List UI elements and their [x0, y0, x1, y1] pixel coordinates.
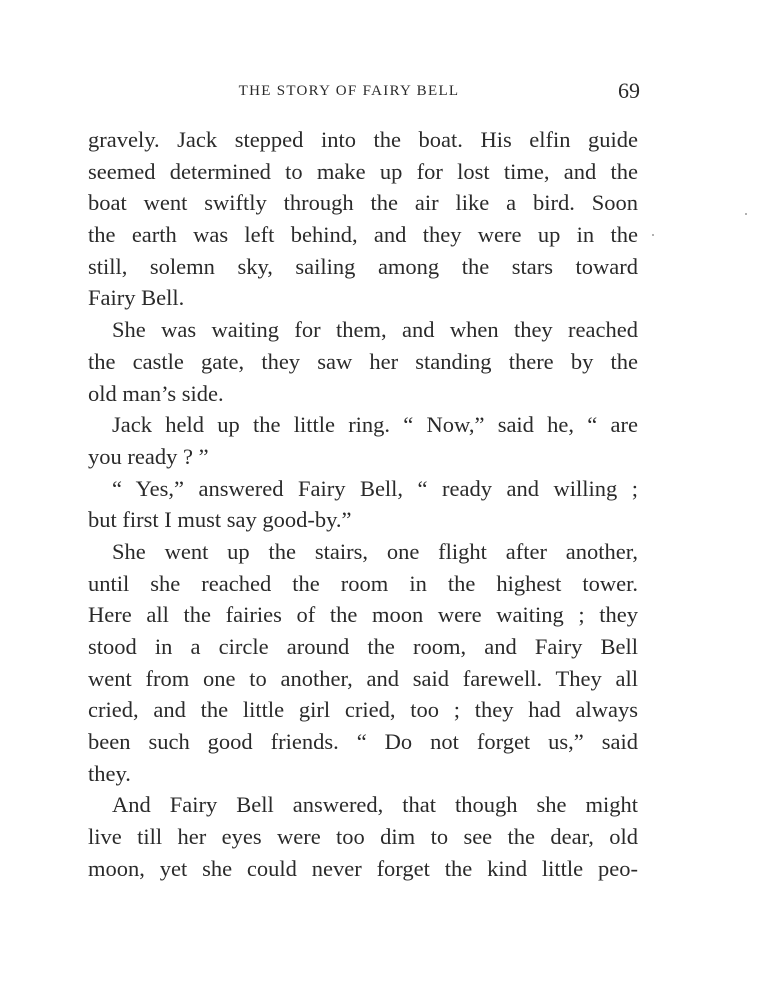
- text-line: they.: [88, 760, 131, 786]
- text-line: boat went swiftly through the air like a bird. Soon: [88, 190, 638, 216]
- scan-speck: [652, 234, 654, 236]
- text-line: She was waiting for them, and when they reached: [112, 317, 638, 343]
- text-line: “ Yes,” answered Fairy Bell, “ ready and willing ;: [112, 475, 638, 501]
- text-line: cried, and the little girl cried, too ; they had always: [88, 697, 638, 723]
- text-line: the earth was left behind, and they were up in the: [88, 222, 638, 248]
- text-line: And Fairy Bell answered, that though she might: [112, 792, 638, 818]
- text-line: live till her eyes were too dim to see the dear, old: [88, 824, 638, 850]
- text-line: gravely. Jack stepped into the boat. His elfin guide: [88, 127, 638, 152]
- text-line: you ready ? ”: [88, 443, 209, 469]
- text-line: went from one to another, and said farewell. They all: [88, 665, 638, 691]
- text-line: the castle gate, they saw her standing there by the: [88, 348, 638, 374]
- text-line: Fairy Bell.: [88, 285, 185, 311]
- text-line: been such good friends. “ Do not forget us,” said: [88, 729, 638, 755]
- page-number: 69: [618, 78, 640, 103]
- text-line: Jack held up the little ring. “ Now,” said he, “ are: [112, 412, 638, 438]
- text-line: stood in a circle around the room, and Fairy Bell: [88, 634, 638, 659]
- scan-speck: [745, 213, 747, 215]
- text-line: moon, yet she could never forget the kind little peo-: [88, 855, 638, 881]
- text-line: still, solemn sky, sailing among the stars toward: [88, 253, 638, 279]
- running-head: [88, 80, 640, 104]
- text-line: She went up the stairs, one flight after another,: [112, 538, 638, 564]
- body-text: [88, 124, 638, 885]
- text-line: Here all the fairies of the moon were waiting ; they: [88, 602, 638, 628]
- text-line: until she reached the room in the highest tower.: [88, 570, 638, 596]
- text-line: but first I must say good-by.”: [88, 507, 352, 533]
- running-head-title: THE STORY OF FAIRY BELL: [238, 83, 460, 99]
- text-line: seemed determined to make up for lost time, and the: [88, 158, 638, 184]
- text-line: old man’s side.: [88, 380, 224, 406]
